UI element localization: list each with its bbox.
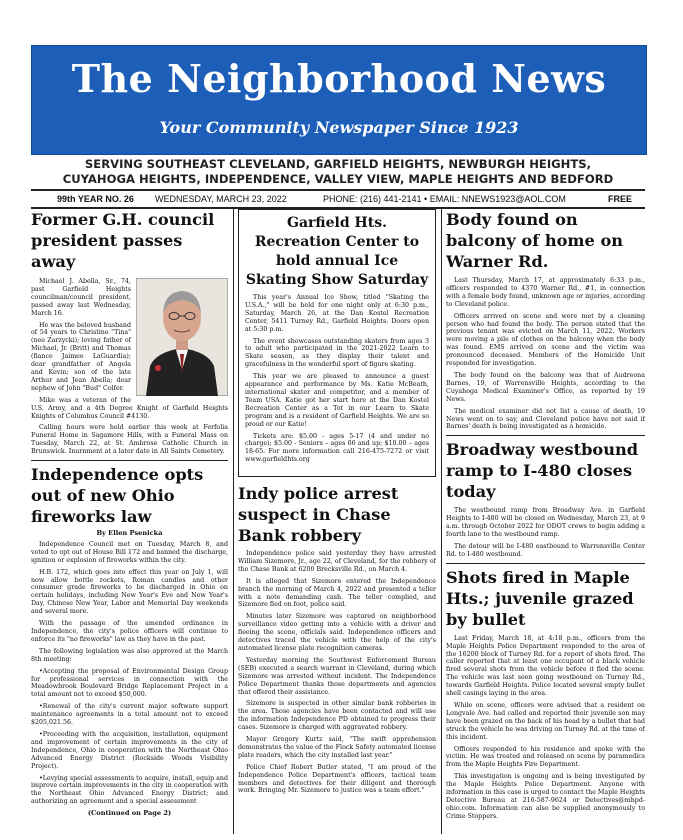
article-fireworks (31, 464, 228, 818)
article-paragraph: The westbound ramp from Broadway Ave. in Garfield Heights to I-480 will be closed on Wednesday, March 23, at 9 a.m. through October 2022 for ODOT crews to begin adding a fourth lane to the westbound ramp. (446, 507, 645, 539)
issue-number: 99th YEAR NO. 26 (57, 194, 134, 204)
service-areas (31, 157, 645, 187)
article-paragraph: Officers arrived on scene and were met by a cleaning person who had found the body. The person stated that the previous tenant was evicted on March 11, 2022. Workers were moving a pile of clothes on the balcony when the body was found. EMS arrived on scene and the victim was pronounced deceased. Members of the Homicide Unit responded for investigation. (446, 312, 645, 368)
masthead (31, 45, 647, 155)
article-balcony (446, 209, 645, 431)
article-abella (31, 209, 228, 456)
column-left (31, 209, 228, 837)
column-divider (441, 209, 442, 834)
issue-info-bar (31, 189, 645, 209)
article-headline: Former G.H. council president passes away (31, 210, 215, 271)
article-paragraph: Police Chief Robert Butler stated, "I am proud of the Independence Police Department's officers, tactical team members and detectives for their diligent and thorough work. Bringing Mr. Sizemore to justice was a team effort." (238, 763, 436, 795)
article-paragraph: The medical examiner did not list a cause of death, 19 News went on to say, and Cleveland police have not said if Barnes' death is being investigated as a homicide. (446, 407, 645, 431)
article-paragraph: Independence Council met on Tuesday, March 8, and voted to opt out of House Bill 172 and banned the discharge, ignition or explosion of fireworks within the city. (31, 540, 228, 564)
article-paragraph: Last Friday, March 18, at 4:18 p.m., officers from the Maple Heights Police Department responded to the area of the 16200 block of Turney Rd. for a report of shots fired. The caller reported that at least one occupant of a black vehicle fired several shots from the vehicle before it fled the scene. The vehicle was last seen going westbound on Turney Rd., towards Garfield Heights. Police located several empty bullet shell casings laying in the area. (446, 634, 645, 698)
article-paragraph: Sizemore is suspected in other similar bank robberies in the area. Those agencies have been contacted and will use the information Independence PD obtained to progress their cases. Sizemore is charged with aggravated robbery. (238, 700, 436, 732)
issue-date: WEDNESDAY, MARCH 23, 2022 (155, 194, 287, 204)
article-paragraph: The detour will be I-480 eastbound to Warrensville Center Rd. to I-480 westbound. (446, 542, 645, 558)
article-paragraph: •Accepting the proposal of Environmental Design Group for professional services in connection with the Meadowbrook Boulevard Bridge Replacement Project in a total amount not to exceed $50,000. (31, 667, 228, 699)
article-paragraph: This year's Annual Ice Show, titled "Skating the U.S.A.," will be held for one night only at 6:30 p.m., Saturday, March 26, at the Dan Kostel Recreation Center, 5411 Turney Rd., Garfield Heights. Doors open at 5:30 p.m. (245, 294, 429, 333)
article-paragraph: Calling hours were held earlier this week at Ferfolia Funeral Home in Sagamore Hills, with a Funeral Mass on Tuesday, March 22, at St. Ambrose Catholic Church in Brunswick. Inurnment at a later date in All Saints Cemetery. (31, 424, 228, 456)
article-headline: Broadway westbound ramp to I-480 closes today (446, 440, 639, 502)
portrait-photo (136, 278, 228, 396)
article-separator (446, 435, 645, 436)
article-headline: Body found on balcony of home on Warner Rd. (446, 210, 624, 271)
article-paragraph: Mike was a veteran of the U.S. Army, and a 4th Degree Knight of Garfield Heights Knights of Columbus Council #4130. (31, 396, 228, 420)
article-headline: Indy police arrest suspect in Chase Bank robbery (238, 484, 399, 545)
article-paragraph: With the passage of the amended ordinance in Independence, the city's police officers will continue to enforce its "no fireworks" law as they have in the past. (31, 620, 228, 643)
column-middle (238, 209, 436, 837)
article-broadway (446, 439, 645, 558)
article-paragraph: Last Thursday, March 17, at approximately 6:33 p.m., officers responded to 4370 Warner Rd., #1, in connection with a female body found, unknown age or injuries, according to Cleveland police. (446, 277, 645, 308)
article-paragraph: Officers responded to his residence and spoke with the victim. He was treated and released on scene by paramedics from the Maple Heights Fire Department. (446, 745, 645, 769)
article-paragraph: The following legislation was also approved at the March 8th meeting: (31, 647, 228, 663)
byline: By Ellen Psenicka (96, 529, 163, 538)
article-paragraph: •Proceeding with the acquisition, installation, equipment and improvement of certain improvements in the city of Independence, Ohio in cooperation with the Northeast Ohio Advanced Energy District (Rockside Woods Visibility Project). (31, 730, 228, 770)
article-separator (446, 563, 645, 564)
article-paragraph: It is alleged that Sizemore entered the Independence branch the morning of March 4, 2022 and presented a teller with a note demanding cash. The teller complied, and Sizemore fled on foot, police said. (238, 577, 436, 609)
article-separator (31, 460, 228, 461)
price: FREE (608, 194, 633, 204)
article-paragraph: Tickets are: $5.00 - ages 5-17 (4 and under no charge); $5.00 - Seniors – ages 66 and up; $10.00 – ages 18-65. For more information call 216-475-7272 or visit www.garfieldhts.org (245, 432, 429, 464)
article-paragraph: The body found on the balcony was that of Audreona Barnes, 19, of Warrensville Heights, according to the Cuyahoga Medical Examiner's Office, as reported by 19 News. (446, 371, 645, 403)
service-areas-line-1: SERVING SOUTHEAST CLEVELAND, GARFIELD HEIGHTS, NEWBURGH HEIGHTS, (84, 157, 592, 171)
article-paragraph: H.B. 172, which goes into effect this year on July 1, will now allow bottle rockets, Roman candles and other consumer grade fireworks to be discharged in Ohio on certain holidays, including New Year's Eve and New Year's Day, Chinese New Year, Labor and Memorial Day weekends and several more. (31, 568, 228, 616)
article-headline: Garfield Hts. Recreation Center to hold annual Ice Skating Show Saturday (245, 215, 429, 288)
article-shots (446, 567, 645, 821)
article-indy (238, 483, 436, 795)
newspaper-tagline: Your Community Newspaper Since 1923 (159, 118, 519, 137)
article-paragraph: Yesterday morning the Southwest Enforcement Bureau (SEB) executed a search warrant in Cleveland, during which Sizemore was arrested without incident. The Independence Police Department thanks those departments and agencies that offered their assistance. (238, 656, 436, 696)
newspaper-title: The Neighborhood News (71, 56, 607, 101)
article-paragraph: Michael J. Abella, Sr., 74, past Garfield Heights councilman/council president, passed away last Wednesday, March 16. (31, 278, 131, 317)
article-paragraph: •Renewal of the city's current major software support maintenance agreements in a total amount not to exceed $205,021.56. (31, 703, 228, 727)
article-paragraph: Independence police said yesterday they have arrested William Sizemore, Jr., age 22, of Cleveland, for the robbery of the Chase Bank at 6200 Brecksville Rd., on March 4. (238, 550, 436, 573)
article-paragraph: Mayor Gregory Kurtz said, "The swift apprehension demonstrates the value of the Flock Safety automated license plate readers, which the city installed last year." (238, 736, 436, 759)
article-paragraph: •Levying special assessments to acquire, install, equip and improve certain improvements in the city in cooperation with the Northeast Ohio Advanced Energy District; and authorizing an agreement and a special assessment (31, 774, 228, 806)
article-paragraph: This year we are pleased to announce a guest appearance and performance by Ms. Katie McBeath, international skater and competitor, and a member of Team USA. Katie got her start here at the Dan Kostel Recreation Center as a Tot in our Learn to Skate program and is a resident of Garfield Heights. We are so proud or our Katie! (245, 373, 429, 428)
contact-info: PHONE: (216) 441-2141 • EMAIL: NNEWS1923@AOL.COM (323, 194, 566, 204)
article-skating (238, 209, 436, 477)
article-paragraph: He was the beloved husband of 54 years to Christine "Tina" (nee Zarzycki); loving father of Michael, Jr. (Britt) and Thomas (fiance Jaimee LaGuardia); dear grandfather of Angela and Kevin; son of the late Arthur and Jean Abella; dear nephew of John "Bud" Colfer. (31, 321, 132, 392)
article-paragraph: Minutes later Sizemore was captured on neighborhood surveillance video getting into a vehicle with a driver and fleeing the scene, officials said. Independence officers and detectives traced the vehicle with the help of the city's automated license plate recognition cameras. (238, 613, 436, 652)
article-headline: Shots fired in Maple Hts.; juvenile grazed by bullet (446, 567, 634, 629)
continued-notice: (Continued on Page 2) (87, 809, 172, 818)
article-paragraph: The event showcases outstanding skaters from ages 3 to adult who participated in the 2021-2022 Learn to Skate season, as they display their talent and gracefulness in the wonderful sport of figure skating. (245, 337, 429, 369)
article-headline: Independence opts out of new Ohio fireworks law (31, 465, 204, 527)
column-right (446, 209, 645, 837)
article-paragraph: This investigation is ongoing and is being investigated by the Maple Heights Police Department. Anyone with information in this case is urged to contact the Maple Heights Detective Bureau at 216-587-9624 or Detectives@mhpd-ohio.com. Information can also be supplied anonymously to Crime Stoppers. (446, 773, 645, 820)
article-paragraph: While on scene, officers were advised that a resident on Longvale Ave. had called and reported their juvenile son may have been grazed on the back of his head by a bullet that had struck the vehicle he was driving on Turney Rd. at the time of this incident. (446, 702, 645, 741)
column-divider (233, 209, 234, 834)
service-areas-line-2: CUYAHOGA HEIGHTS, INDEPENDENCE, VALLEY VIEW, MAPLE HEIGHTS AND BEDFORD (62, 172, 614, 186)
